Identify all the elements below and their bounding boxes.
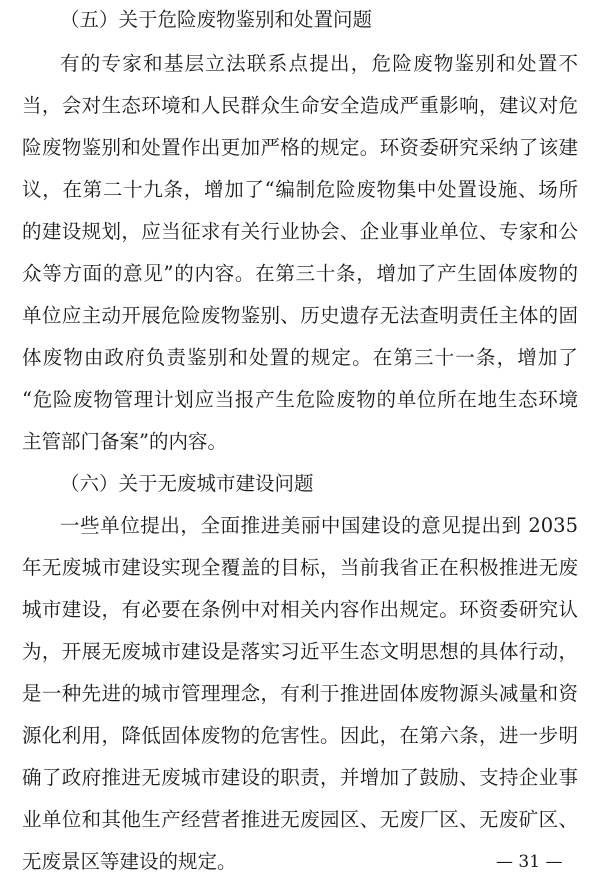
paragraph-line: 众等方面的意见”的内容。在第三十条，增加了产生固体废物的 [22,262,578,285]
paragraph-line: 单位应主动开展危险废物鉴别、历史遗存无法查明责任主体的固 [22,304,578,327]
paragraph-line: 业单位和其他生产经营者推进无废园区、无废厂区、无废矿区、 [22,808,578,831]
paragraph-line: 当，会对生态环境和人民群众生命安全造成严重影响，建议对危 [22,94,578,117]
page-number: — 31 — [496,852,563,872]
section-heading-5: （五）关于危险废物鉴别和处置问题 [60,8,373,31]
paragraph-line: 险废物鉴别和处置作出更加严格的规定。环资委研究采纳了该建 [22,136,578,159]
paragraph-line: 一些单位提出，全面推进美丽中国建设的意见提出到 2035 [60,514,578,537]
paragraph-line: 主管部门备案”的内容。 [22,430,227,453]
paragraph-line: 体废物由政府负责鉴别和处置的规定。在第三十一条，增加了 [22,346,578,369]
paragraph-line: 的建设规划，应当征求有关行业协会、企业事业单位、专家和公 [22,220,578,243]
paragraph-line: 有的专家和基层立法联系点提出，危险废物鉴别和处置不 [60,52,578,75]
paragraph-line: 是一种先进的城市管理理念，有利于推进固体废物源头减量和资 [22,682,578,705]
section-heading-6: （六）关于无废城市建设问题 [60,472,314,495]
paragraph-line: 议，在第二十九条，增加了“编制危险废物集中处置设施、场所 [22,178,578,201]
paragraph-line: 确了政府推进无废城市建设的职责，并增加了鼓励、支持企业事 [22,766,578,789]
paragraph-line: 无废景区等建设的规定。 [22,850,237,873]
paragraph-line: 源化利用，降低固体废物的危害性。因此，在第六条，进一步明 [22,724,578,747]
paragraph-line: 为，开展无废城市建设是落实习近平生态文明思想的具体行动， [22,640,578,663]
paragraph-line: 年无废城市建设实现全覆盖的目标，当前我省正在积极推进无废 [22,556,578,579]
paragraph-line: “危险废物管理计划应当报产生危险废物的单位所在地生态环境 [22,388,578,411]
paragraph-line: 城市建设，有必要在条例中对相关内容作出规定。环资委研究认 [22,598,578,621]
